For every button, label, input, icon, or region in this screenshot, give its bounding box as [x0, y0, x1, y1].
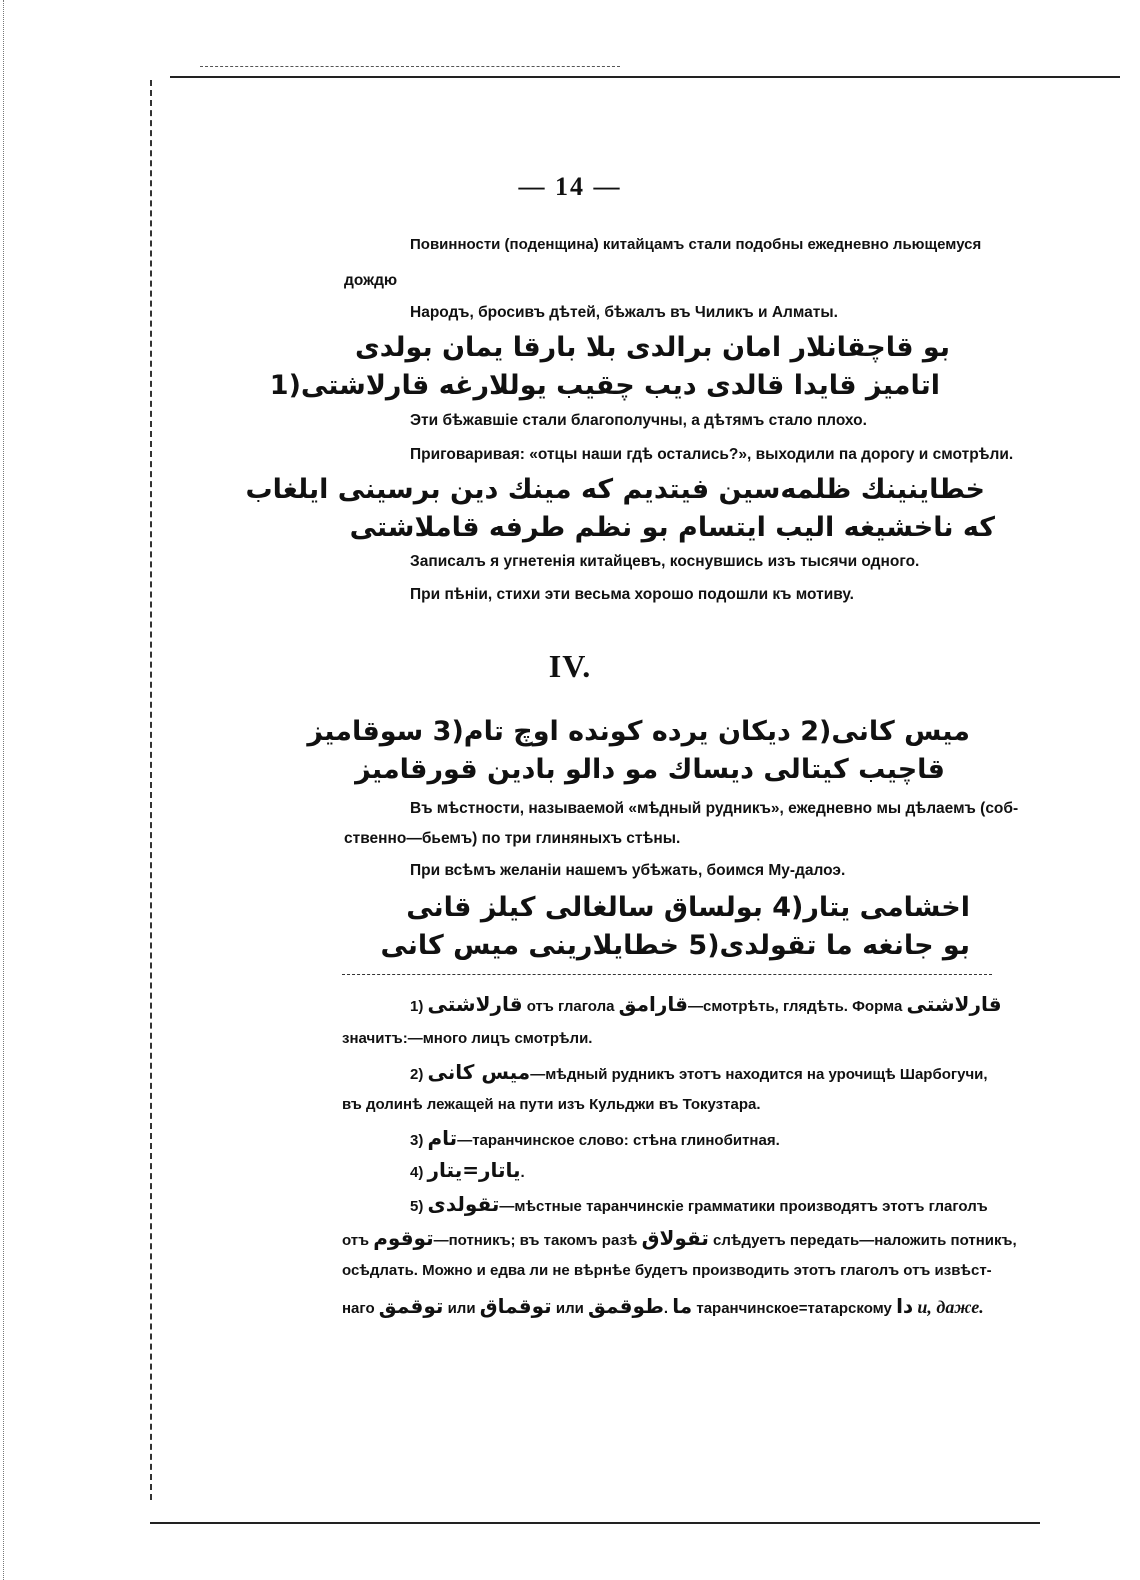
- footnote-divider: [342, 974, 992, 976]
- arabic-verse-line: میس کانی(2 دیکان یرده کونده اوچ تام(3 سوقامیز: [307, 716, 970, 747]
- arabic-term: ما: [672, 1294, 693, 1318]
- footnote-text: —мѣстные таранчинскіе грамматики производятъ этотъ глаголъ: [499, 1198, 988, 1215]
- footnote-line: [342, 1294, 984, 1318]
- arabic-term: میس کانی: [427, 1060, 531, 1084]
- footnote-line: [342, 1226, 1017, 1250]
- arabic-term: دا: [896, 1294, 914, 1318]
- arabic-term: یاتار=یتار: [427, 1158, 521, 1182]
- footnote-1: [410, 992, 1002, 1016]
- footnote-text: .: [520, 1164, 525, 1181]
- footnote-italic: и, даже.: [917, 1297, 984, 1317]
- footnote-number: 5): [410, 1198, 424, 1215]
- footnote-number: 2): [410, 1066, 424, 1083]
- footnote-4: [410, 1158, 525, 1182]
- footnote-text: отъ: [342, 1232, 370, 1249]
- scan-edge: [3, 0, 6, 1580]
- footnote-text: въ долинѣ лежащей на пути изъ Кульджи въ Токузтара.: [342, 1096, 761, 1113]
- arabic-term: طوقمق: [588, 1294, 664, 1318]
- footnote-text: или: [447, 1300, 476, 1317]
- arabic-verse-line: خطاینینك ظلمەسین فیتدیم که مینك دین برسینی ایلغاب: [245, 474, 985, 505]
- arabic-term: تام: [427, 1126, 458, 1150]
- arabic-term: قارلاشتی: [427, 992, 523, 1016]
- footnote-text: наго: [342, 1300, 375, 1317]
- top-dashed-rule: [200, 66, 620, 68]
- text-line: Повинности (поденщина) китайцамъ стали подобны ежедневно льющемуся: [410, 236, 982, 253]
- footnote-text: слѣдуетъ передать—наложить потникъ,: [713, 1232, 1017, 1249]
- text-line: Эти бѣжавшіе стали благополучны, а дѣтямъ стало плохо.: [410, 412, 867, 429]
- arabic-term: قارلاشتی: [906, 992, 1002, 1016]
- footnote-2: [410, 1060, 988, 1084]
- arabic-verse-line: بو جانغه ما تقولدی(5 خطایلارینی میس کانی: [380, 930, 970, 961]
- page-number: — 14 —: [518, 172, 622, 201]
- text-line: Приговаривая: «отцы наши гдѣ остались?», выходили па дорогу и смотрѣли.: [410, 446, 1014, 463]
- text-line: ственно—бьемъ) по три глиняныхъ стѣны.: [344, 830, 681, 847]
- text-line: При пѣніи, стихи эти весьма хорошо подошли къ мотиву.: [410, 586, 854, 603]
- arabic-verse-line: بو قاچقانلار امان برالدی بلا بارقا یمان بولدی: [355, 332, 950, 363]
- arabic-term: توقماق: [479, 1294, 552, 1318]
- text-line: Записалъ я угнетенія китайцевъ, коснувшись изъ тысячи одного.: [410, 553, 920, 570]
- footnote-5: [410, 1192, 988, 1216]
- footnote-text: —мѣдный рудникъ этотъ находится на урочищѣ Шарбогучи,: [530, 1066, 988, 1083]
- arabic-verse-line: قاچیب کیتالی دیساك مو دالو بادین قورقامیز: [355, 754, 945, 785]
- footnote-text: или: [555, 1300, 584, 1317]
- arabic-term: قارامق: [618, 992, 689, 1016]
- arabic-verse-line: که ناخشیغه الیب ایتسام بو نظم طرفه قاملاشتی: [349, 512, 995, 543]
- footnote-text: осѣдлать. Можно и едва ли не вѣрнѣе будетъ производить этотъ глаголъ отъ извѣст-: [342, 1262, 992, 1279]
- arabic-verse-line: اخشامی یتار(4 بولساق سالغالی کیلز قانی: [406, 892, 970, 923]
- footnote-text: —таранчинское слово: стѣна глинобитная.: [457, 1132, 780, 1149]
- footnote-text: отъ глагола: [526, 998, 615, 1015]
- arabic-term: تقولدی: [427, 1192, 500, 1216]
- arabic-term: توقمق: [378, 1294, 444, 1318]
- text-line: При всѣмъ желаніи нашемъ убѣжать, боимся Му-далоэ.: [410, 862, 846, 879]
- arabic-term: توقوم: [373, 1226, 434, 1250]
- footnote-text: —смотрѣть, глядѣть. Форма: [688, 998, 903, 1015]
- left-margin-rule: [150, 80, 154, 1500]
- footnote-number: 1): [410, 998, 424, 1015]
- arabic-term: تقولاق: [641, 1226, 709, 1250]
- section-heading: IV.: [548, 648, 592, 684]
- footnote-text: .: [663, 1300, 669, 1317]
- footnote-text: таранчинское=татарскому: [696, 1300, 892, 1317]
- arabic-verse-line: اتامیز قایدا قالدی دیب چقیب یوللارغه قارلاشتی(1: [269, 370, 940, 401]
- text-line: Въ мѣстности, называемой «мѣдный рудникъ», ежедневно мы дѣлаемъ (соб-: [410, 800, 1019, 817]
- footnote-text: значитъ:—много лицъ смотрѣли.: [342, 1030, 593, 1047]
- text-line: Народъ, бросивъ дѣтей, бѣжалъ въ Чиликъ и Алматы.: [410, 304, 838, 321]
- footnote-3: [410, 1126, 780, 1150]
- footnote-number: 4): [410, 1164, 424, 1181]
- text-line: дождю: [344, 272, 398, 289]
- footnote-text: —потникъ; въ такомъ разѣ: [433, 1232, 638, 1249]
- top-rule: [170, 76, 1120, 78]
- footnote-number: 3): [410, 1132, 424, 1149]
- bottom-rule: [150, 1522, 1040, 1524]
